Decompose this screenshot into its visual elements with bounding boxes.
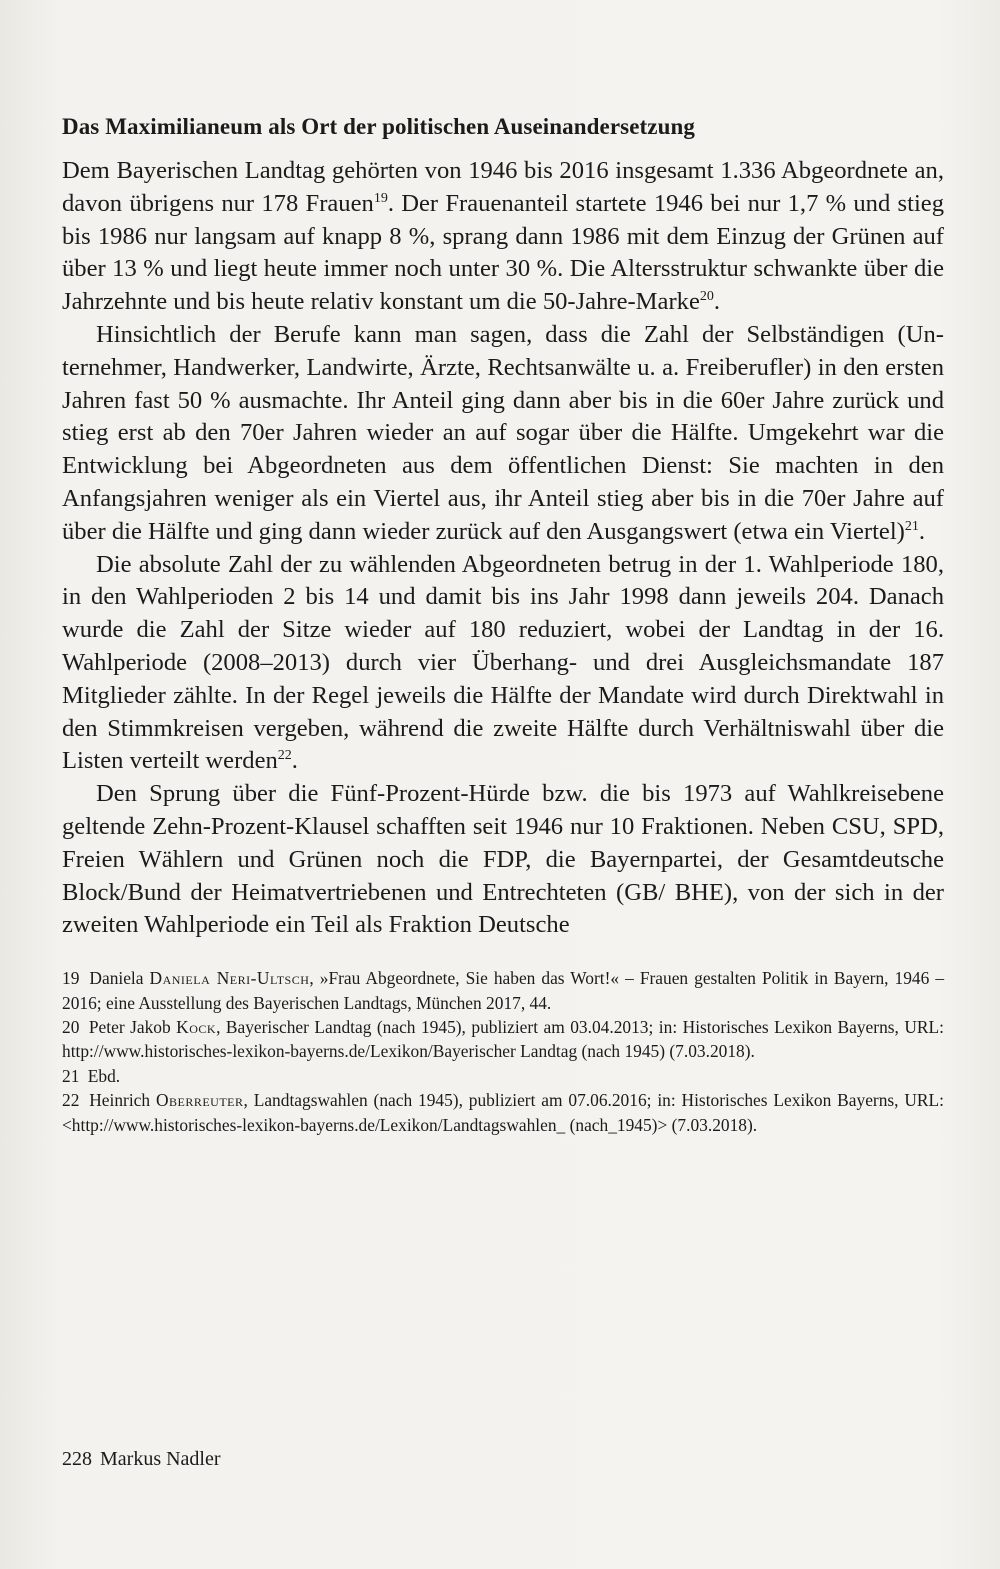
footnote-text: , Bayerischer Landtag (nach 1945), publiziert am 03.04.2013; in: Historisches Lexikon Bayerns, URL: http://www.historisches-lexikon-bayerns.de/Lexikon/Bayerischer Landtag (nach 1945) (7.03.2018). bbox=[62, 1016, 944, 1062]
footnote-number: 20 bbox=[62, 1016, 80, 1037]
paragraph-text: Dem Bayerischen Landtag gehörten von 1946 bis 2016 insgesamt 1.336 Abgeordnete an, davon übrigens nur 178 Frauen bbox=[62, 157, 944, 217]
footnote-number: 19 bbox=[62, 968, 80, 989]
footnote-ref[interactable]: 19 bbox=[373, 190, 388, 206]
footnote-author-prefix: Peter Jakob bbox=[88, 1016, 177, 1037]
paragraph-text: Den Sprung über die Fünf-Prozent-Hürde bzw. die bis 1973 auf Wahlkreisebene geltende Zehn-Prozent-Klausel schafften seit 1946 nur 10 Fraktionen. Neben CSU, SPD, Freien Wählern und Grünen noch die FDP, die Bayernpartei, der Gesamtdeutsche Block/Bund der Heimatvertriebenen und Entrechteten (GB/ BHE), von der sich in der zweiten Wahlperiode ein Teil als Fraktion Deutsche bbox=[62, 780, 944, 939]
running-footer-author: Markus Nadler bbox=[100, 1448, 221, 1470]
footnote-19: 19 Daniela Daniela Neri-Ultsch, »Frau Abgeordnete, Sie haben das Wort!« – Frauen gestalten Politik in Bayern, 1946 – 2016; eine Ausstellung des Bayerischen Landtags, München 2017, 44. bbox=[62, 968, 945, 1013]
footnote-ref[interactable]: 21 bbox=[904, 518, 919, 534]
page-footer bbox=[62, 1446, 221, 1472]
footnote-number: 21 bbox=[62, 1065, 80, 1086]
paragraph-2 bbox=[62, 319, 944, 549]
paragraph-4 bbox=[62, 778, 944, 942]
footnote-text: Ebd. bbox=[87, 1065, 121, 1086]
paragraph-1 bbox=[62, 155, 944, 319]
footnote-20 bbox=[62, 1015, 944, 1064]
paragraph-text: Hinsichtlich der Berufe kann man sagen, dass die Zahl der Selbständigen (Unternehmer, Handwerker, Landwirte, Ärzte, Rechtsanwälte u. a. Freiberufler) in den ersten Jahren fast 50 % ausmachte. Ihr Anteil ging dann aber bis in die 60er Jahre zurück und stieg erst ab den 70er Jahren wieder an auf sogar über die Hälfte. Umgekehrt war die Entwicklung bei Abgeordneten aus dem öffentlichen Dienst: Sie machten in den Anfangsjahren weniger als ein Viertel aus, ihr Anteil stieg aber bis in die 70er Jahre auf über die Hälfte und ging dann wieder zurück auf den Ausgangswert (etwa ein Viertel) bbox=[62, 320, 944, 545]
footnote-text: , Landtagswahlen (nach 1945), publiziert am 07.06.2016; in: Historisches Lexikon Bayerns, URL: <http://www.historisches-lexikon-bayerns.de/Lexikon/Landtagswahlen_ (nach_1945)> (7.03.2018). bbox=[62, 1090, 944, 1135]
paragraph-text: . bbox=[918, 517, 925, 545]
paragraph-text: Die absolute Zahl der zu wählenden Abgeordneten betrug in der 1. Wahlperiode 180, in den Wahlperioden 2 bis 14 und damit bis ins Jahr 1998 dann jeweils 204. Danach wurde die Zahl der Sitze wieder auf 180 reduziert, wobei der Landtag in der 16. Wahlperiode (2008–2013) durch vier Überhang- und drei Ausgleichsmandate 187 Mitglieder zählte. In der Regel jeweils die Hälfte der Mandate wird durch Direktwahl in den Stimmkreisen vergeben, während die zweite Hälfte durch Verhältniswahl über die Listen verteilt werden bbox=[62, 550, 944, 775]
footnote-21 bbox=[62, 1064, 944, 1088]
footnote-author-prefix: Heinrich bbox=[89, 1090, 156, 1111]
footnote-author: Kock bbox=[176, 1016, 217, 1037]
footnote-text: , »Frau Abgeordnete, Sie haben das Wort!« – Frauen gestalten Politik in Bayern, 1946 – 2016; eine Ausstellung des Bayerischen Landtags, München 2017, 44. bbox=[62, 968, 945, 1013]
footnote-ref[interactable]: 20 bbox=[699, 289, 714, 305]
footnote-ref[interactable]: 22 bbox=[277, 748, 292, 764]
paragraph-text: . Der Frauenanteil startete 1946 bei nur 1,7 % und stieg bis 1986 nur langsam auf knapp 8 %, sprang dann 1986 mit dem Einzug der Grünen auf über 13 % und liegt heute immer noch unter 30 %. Die Altersstruktur schwankte über die Jahrzehnte und bis heute relativ konstant um die 50-Jahre-Marke bbox=[62, 189, 944, 316]
footnotes bbox=[62, 966, 944, 1137]
page-number: 228 bbox=[62, 1448, 92, 1470]
section-heading: Das Maximilianeum als Ort der politischen Auseinandersetzung bbox=[62, 114, 695, 139]
footnote-author: Oberreuter bbox=[155, 1090, 244, 1111]
paragraph-text: . bbox=[713, 288, 721, 316]
footnote-22 bbox=[62, 1088, 944, 1137]
footnote-number: 22 bbox=[62, 1090, 80, 1111]
paragraph-text: . bbox=[291, 747, 298, 775]
paragraph-3 bbox=[62, 549, 944, 779]
page-content bbox=[62, 112, 944, 1137]
footnote-author: Daniela Neri-Ultsch bbox=[149, 968, 310, 989]
